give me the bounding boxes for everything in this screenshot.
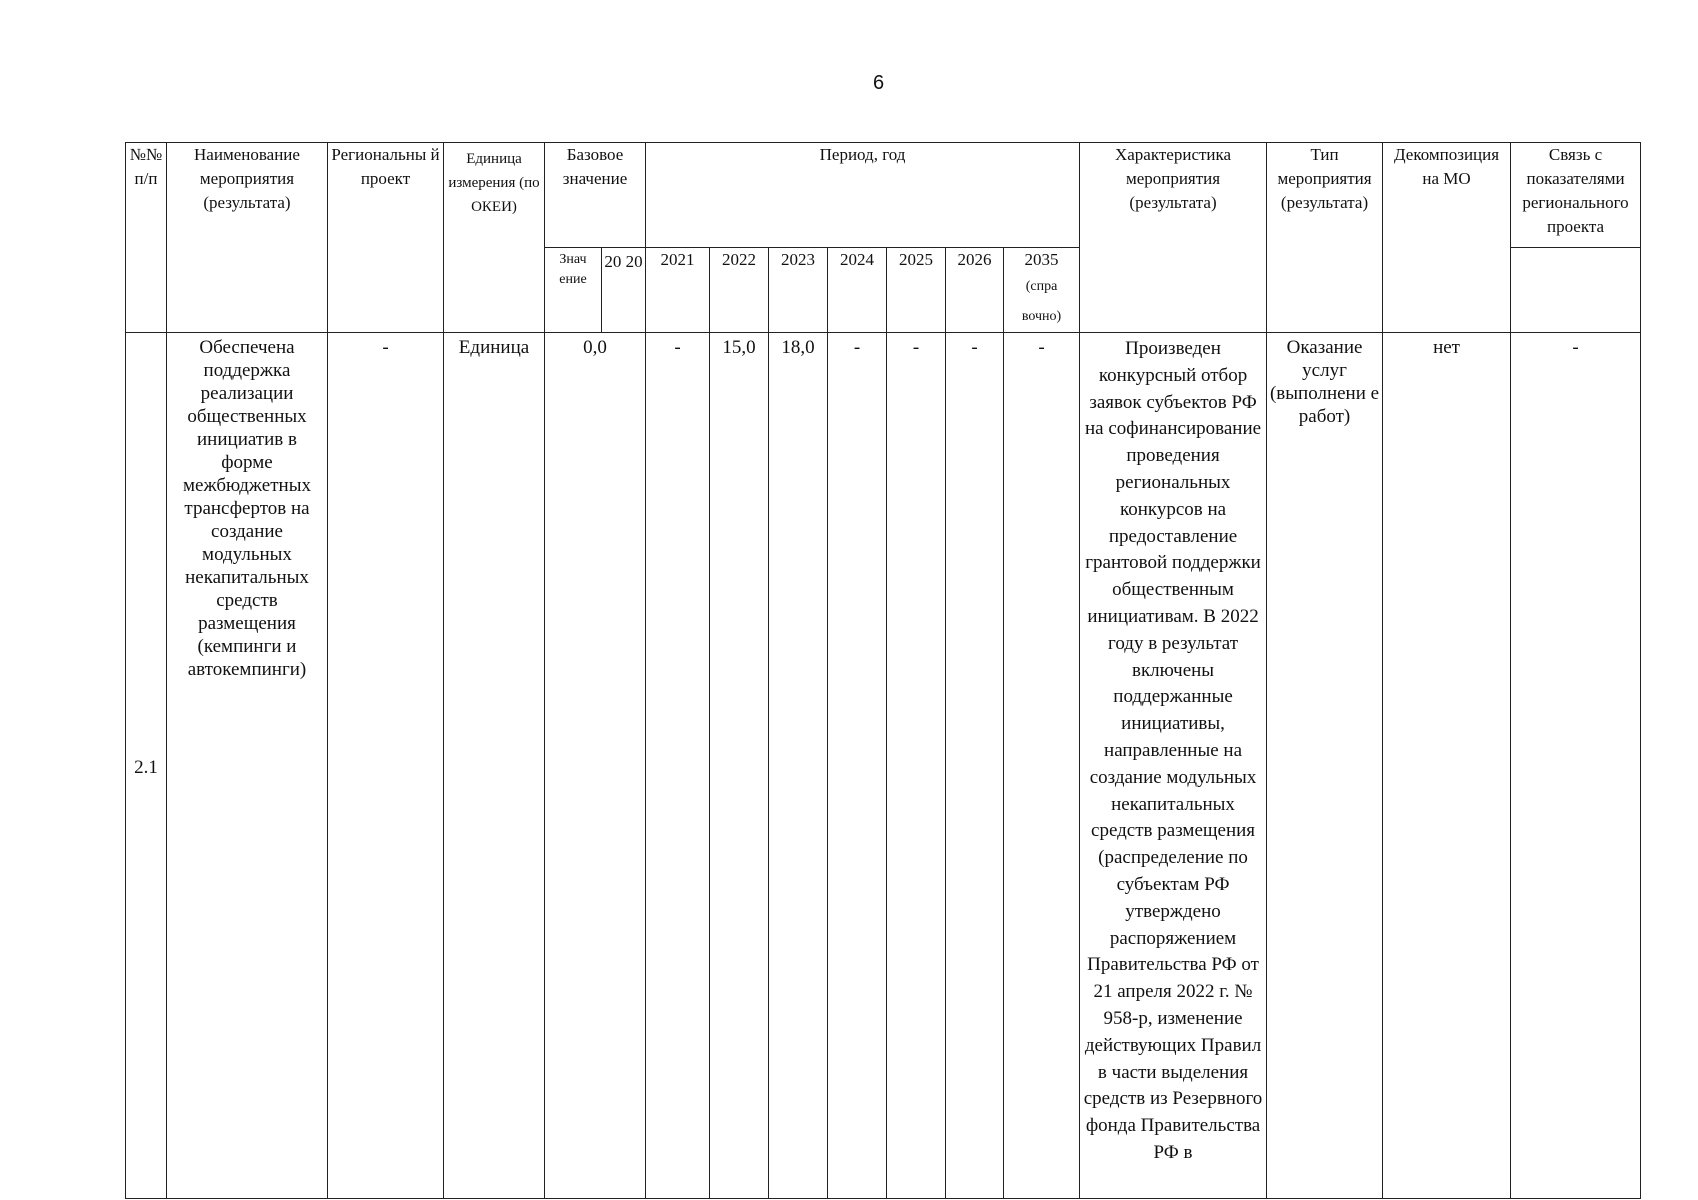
row-type: Оказание услуг (выполнени е работ)	[1267, 333, 1383, 1199]
row-value-2024: -	[828, 333, 887, 1199]
header-unit: Единица измерения (по ОКЕИ)	[444, 143, 545, 333]
row-regional-project: -	[328, 333, 444, 1199]
row-base-value: 0,0	[545, 333, 646, 1199]
header-base: Базовое значение	[545, 143, 646, 248]
row-value-2022: 15,0	[710, 333, 769, 1199]
row-num: 2.1	[126, 333, 167, 1199]
row-value-2025: -	[887, 333, 946, 1199]
header-base-year: 20 20	[602, 248, 646, 333]
row-value-2035: -	[1004, 333, 1080, 1199]
header-link: Связь с показателями регионального проекта	[1511, 143, 1641, 248]
header-year-2023: 2023	[769, 248, 828, 333]
row-value-2023: 18,0	[769, 333, 828, 1199]
header-year-2035-label: 2035	[1024, 250, 1059, 269]
row-unit: Единица	[444, 333, 545, 1199]
header-regional-project: Региональны й проект	[328, 143, 444, 333]
header-year-2035-note: (спра вочно)	[1021, 279, 1062, 324]
header-year-2021: 2021	[646, 248, 710, 333]
header-name: Наименование мероприятия (результата)	[167, 143, 328, 333]
header-decomposition: Декомпозиция на МО	[1383, 143, 1511, 333]
header-year-2025: 2025	[887, 248, 946, 333]
header-year-2026: 2026	[946, 248, 1004, 333]
header-link-empty	[1511, 248, 1641, 333]
header-year-2024: 2024	[828, 248, 887, 333]
row-link: -	[1511, 333, 1641, 1199]
header-type: Тип мероприятия (результата)	[1267, 143, 1383, 333]
page-number: 6	[872, 72, 885, 94]
header-year-2035	[1004, 248, 1080, 333]
row-value-2026: -	[946, 333, 1004, 1199]
header-year-2022: 2022	[710, 248, 769, 333]
row-name: Обеспечена поддержка реализации общественных инициатив в форме межбюджетных трансфертов на создание модульных некапитальных средств размещения (кемпинги и автокемпинги)	[167, 333, 328, 1199]
measures-table	[125, 142, 1641, 1199]
header-period: Период, год	[646, 143, 1080, 248]
header-characteristic: Характеристика мероприятия (результата)	[1080, 143, 1267, 333]
header-base-value: Знач ение	[545, 248, 602, 333]
row-value-2021: -	[646, 333, 710, 1199]
header-num: №№ п/п	[126, 143, 167, 333]
row-decomposition: нет	[1383, 333, 1511, 1199]
row-characteristic: Произведен конкурсный отбор заявок субъектов РФ на софинансирование проведения региональных конкурсов на предоставление грантовой поддержки общественным инициативам. В 2022 году в результат включены поддержанные инициативы, направленные на создание модульных некапитальных средств размещения (распределение по субъектам РФ утверждено распоряжением Правительства РФ от 21 апреля 2022 г. № 958-р, изменение действующих Правил в части выделения средств из Резервного фонда Правительства РФ в	[1080, 333, 1267, 1199]
